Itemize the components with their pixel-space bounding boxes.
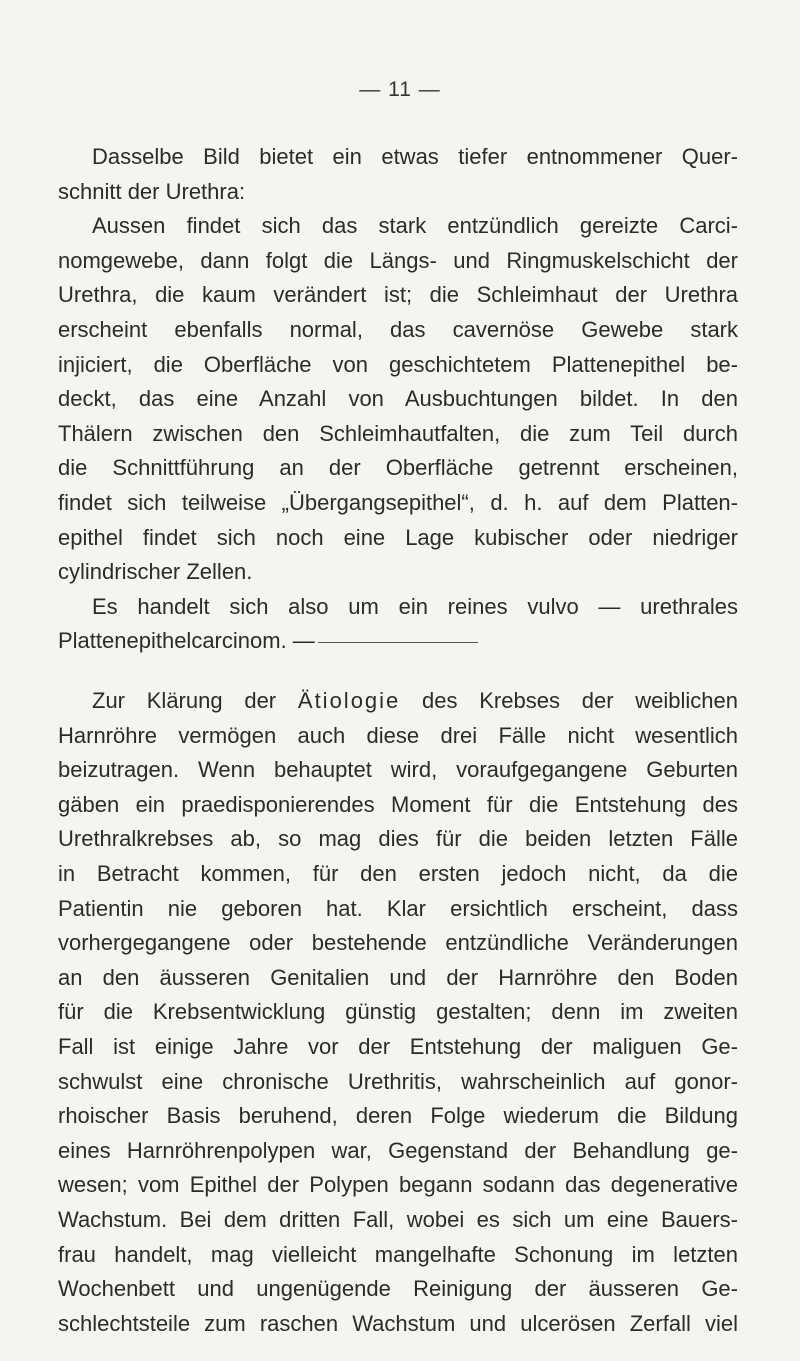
text-fragment: des Krebses der weiblichen — [400, 688, 738, 713]
text-line: Patientin nie geboren hat. Klar ersichtlich erscheint, dass — [58, 895, 738, 921]
text-line: Thälern zwischen den Schleimhautfalten, die zum Teil durch — [58, 420, 738, 446]
text-line: schnitt der Urethra: — [58, 178, 246, 204]
text-line: erscheint ebenfalls normal, das cavernöse Gewebe stark — [58, 316, 738, 342]
paragraph-etiology — [58, 684, 738, 1341]
text-line: schlechtsteile zum raschen Wachstum und ulcerösen Zerfall viel — [58, 1310, 738, 1336]
text-line: nomgewebe, dann folgt die Längs- und Ringmuskelschicht der — [58, 247, 738, 273]
text-line: Plattenepithelcarcinom. — — [58, 628, 315, 654]
text-line: Harnröhre vermögen auch diese drei Fälle nicht wesentlich — [58, 722, 738, 748]
text-fragment: Zur Klärung der — [92, 688, 298, 713]
paragraph-urethra-cross-section — [58, 140, 738, 659]
text-line: wesen; vom Epithel der Polypen begann sodann das degenerative — [58, 1172, 738, 1198]
text-line: epithel findet sich noch eine Lage kubischer oder niedriger — [58, 524, 738, 550]
text-line: rhoischer Basis beruhend, deren Folge wiederum die Bildung — [58, 1103, 738, 1129]
section-divider — [318, 642, 478, 643]
text-line: eines Harnröhrenpolypen war, Gegenstand der Behandlung ge- — [58, 1137, 738, 1163]
text-line: Wochenbett und ungenügende Reinigung der äusseren Ge- — [58, 1276, 738, 1302]
text-line: Dasselbe Bild bietet ein etwas tiefer entnommener Quer- — [92, 144, 738, 169]
text-line: die Schnittführung an der Oberfläche getrennt erscheinen, — [58, 455, 738, 481]
text-line: deckt, das eine Anzahl von Ausbuchtungen bildet. In den — [58, 386, 738, 412]
text-line: beizutragen. Wenn behauptet wird, voraufgegangene Geburten — [58, 757, 738, 783]
text-line: in Betracht kommen, für den ersten jedoch nicht, da die — [58, 860, 738, 886]
text-line: findet sich teilweise „Übergangsepithel“, d. h. auf dem Platten- — [58, 489, 738, 515]
text-line: vorhergegangene oder bestehende entzündliche Veränderungen — [58, 930, 738, 956]
text-line: für die Krebsentwicklung günstig gestalten; denn im zweiten — [58, 999, 738, 1025]
text-line: Es handelt sich also um ein reines vulvo — urethrales — [92, 593, 738, 619]
heading-line — [58, 684, 738, 719]
text-line: Urethralkrebses ab, so mag dies für die beiden letzten Fälle — [58, 826, 738, 852]
page-number: — 11 — — [359, 78, 441, 101]
text-line: Wachstum. Bei dem dritten Fall, wobei es sich um eine Bauers- — [58, 1206, 738, 1232]
text-line: Urethra, die kaum verändert ist; die Schleimhaut der Urethra — [58, 282, 738, 308]
text-line: frau handelt, mag vielleicht mangelhafte Schonung im letzten — [58, 1241, 738, 1267]
text-line: cylindrischer Zellen. — [58, 559, 253, 585]
text-line: an den äusseren Genitalien und der Harnröhre den Boden — [58, 964, 738, 990]
etiology-term: Ätiologie — [297, 688, 401, 713]
text-line: Aussen findet sich das stark entzündlich gereizte Carci- — [92, 213, 738, 239]
text-line: gäben ein praedisponierendes Moment für die Entstehung des — [58, 791, 738, 817]
text-line: injiciert, die Oberfläche von geschichtetem Plattenepithel be- — [58, 351, 738, 377]
text-line: schwulst eine chronische Urethritis, wahrscheinlich auf gonor- — [58, 1068, 738, 1094]
text-line: Fall ist einige Jahre vor der Entstehung der maliguen Ge- — [58, 1033, 738, 1059]
